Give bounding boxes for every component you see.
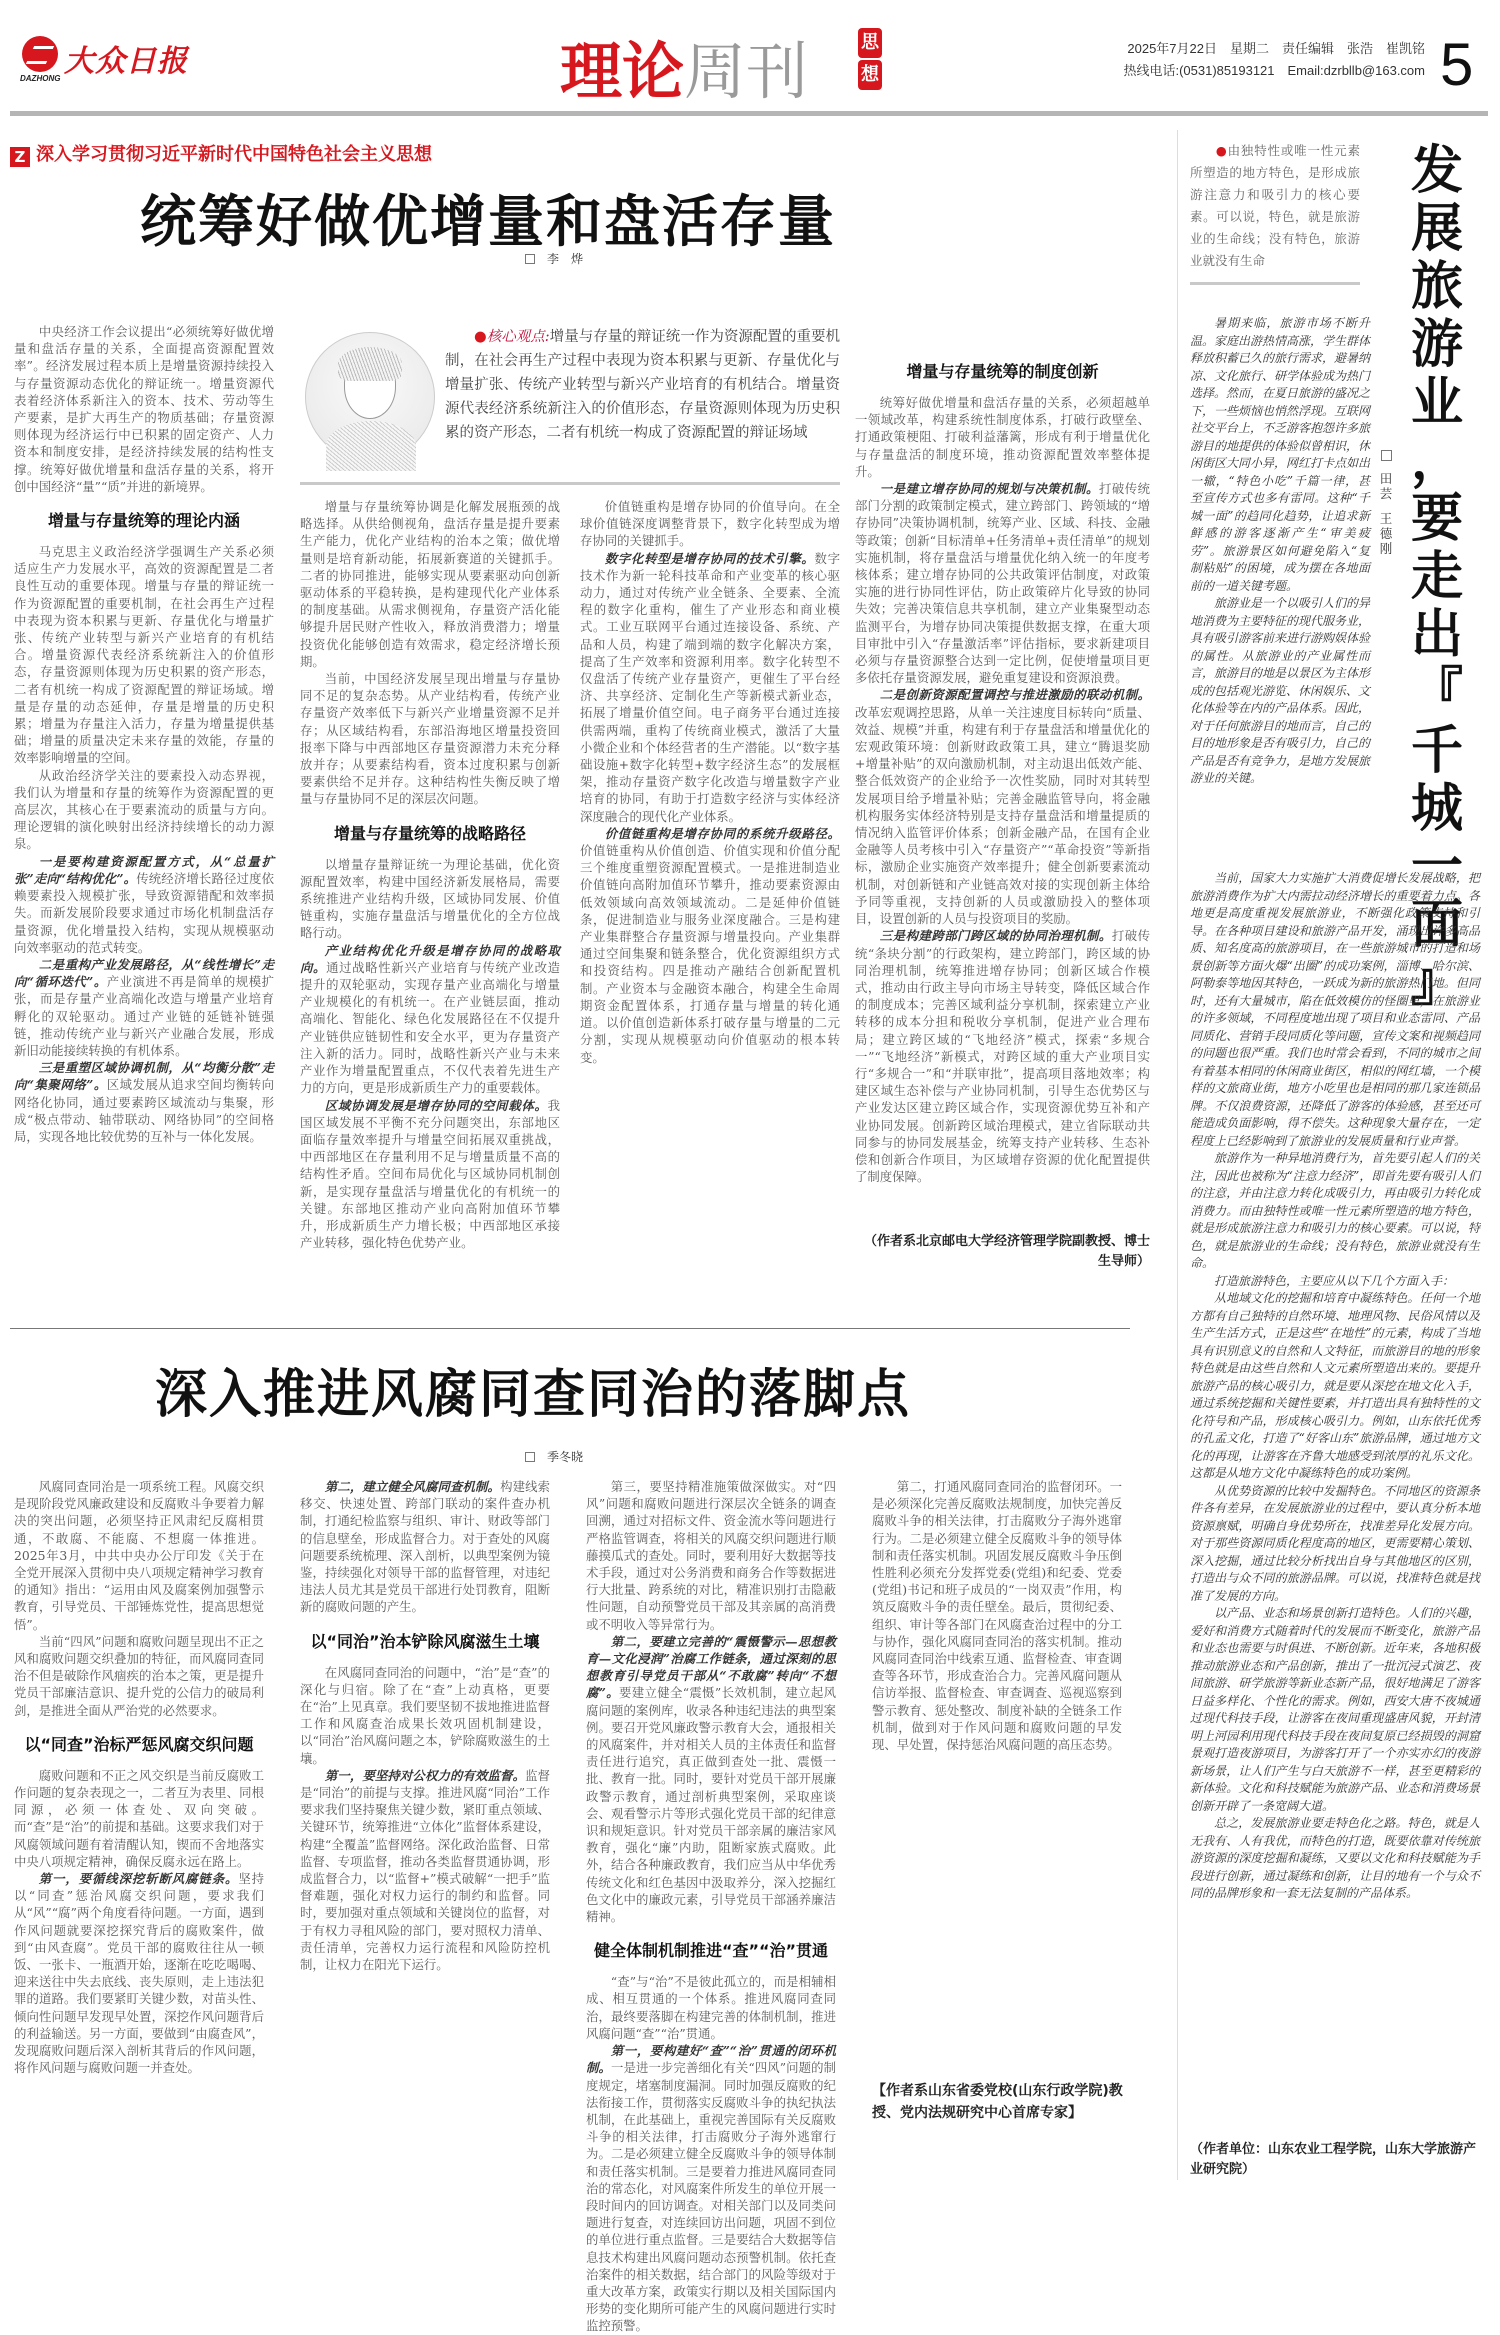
paragraph: 二是创新资源配置调控与推进激励的联动机制。改革宏观调控思路，从单一关注速度目标转向“质量、效益、规模”并重，构建有利于存量盘活和增量优化的宏观政策环境：创新财政政策工具，建立“腾退奖励+增量补贴”的双向激励机制，对主动退出低效产能、整合低效资产的企业给予一次性奖励，同时对其转型发展项目给予增量补贴；完善金融监管导向，将金融机构服务实体经济特别是支持存量盘活和增量提质的情况纳入监管评价体系；创新金融产品，在国有企业金融等人员考核中引入“存量资产”“革命投资”等新指标，激励企业实施资产效率提升；健全创新要素流动机制，对创新链和产业链高效对接的实现创新主体给予同等重视，支持创新的人员或激励投入的整体项目，设置创新的人员与投资项目的奖励。	[855, 687, 1150, 927]
article2-column	[14, 1478, 264, 2168]
section-tag	[10, 140, 432, 167]
paragraph: 旅游作为一种异地消费行为，首先要引起人们的关注，因此也被称为“注意力经济”，即首先要有吸引人们的注意，并由注意力转化成吸引力，再由吸引力转化成消费力。而由独特性或唯一性元素所塑造的地方特色，就是形成旅游注意力和吸引力的核心要素。可以说，特色，就是旅游业的生命线；没有特色，旅游业就没有生命。	[1190, 1151, 1480, 1270]
contact-line: 热线电话:(0531)85193121 Email:dzrbllb@163.com	[1123, 63, 1425, 78]
article2-byline	[525, 1448, 583, 1465]
lead-phrase: 第一，要循线深挖斩断风腐链条。	[38, 1871, 239, 1887]
lead-phrase: 二是重构产业发展路径，从“线性增长”走向“循环迭代”。	[14, 956, 274, 990]
byline-box-icon	[1381, 450, 1392, 461]
article1-column	[14, 323, 274, 1263]
paragraph: 增量与存量统筹协调是化解发展瓶颈的战略选择。从供给侧视角，盘活存量是提升要素生产能力，优化产业结构的治本之策；做优增量则是培育新动能，拓展新赛道的关键抓手。二者的协同推进，能够实现从要素驱动向创新驱动体系的平稳转换，是构建现代化产业体系的制度基础。从需求侧视角，存量资产活化能够提升居民财产性收入，释放消费潜力；增量投资优化能够创造有效需求，稳定经济增长预期。	[300, 499, 560, 669]
article1-byline	[525, 250, 583, 267]
column-separator	[1177, 130, 1178, 2180]
lead-phrase: 一是要构建资源配置方式，从“总量扩张”走向“结构优化”。	[14, 853, 274, 886]
paragraph: “查”与“治”不是彼此孤立的，而是相辅相成、相互贯通的一个体系。推进风腐同查同治，最终要落脚在构建完善的体制机制，推进风腐问题“查”“治”贯通。	[586, 1974, 836, 2041]
badge-char: 想	[858, 60, 882, 90]
paragraph: 中央经济工作会议提出“必须统筹好做优增量和盘活存量的关系，全面提高资源配置效率”。经济发展过程本质上是增量资源持续投入与存量资源动态优化的辩证统一。增量资源代表着经济体系新注入的资本、技术、劳动等生产要素，是扩大再生产的物质基础；存量资源则体现为经济运行中已积累的固定资产、人力资本和制度安排，是经济持续发展的结构性支撑。统筹好做优增量和盘活存量的关系，将开创中国经济“量”“质”并进的新境界。	[14, 324, 274, 494]
lead-phrase: 一是建立增存协同的规划与决策机制。	[879, 481, 1099, 497]
core-text: 增量与存量的辩证统一作为资源配置的重要机制，在社会再生产过程中表现为资本积累与更新、存量优化与增量扩张、传统产业转型与新兴产业培育的有机结合。增量资源代表经济系统新注入的价值形态，存量资源则体现为历史积累的资产形态，二者有机统一构成了资源配置的辩证场域	[445, 329, 841, 441]
article1-column	[580, 498, 840, 1298]
paragraph: 区域协调发展是增存协同的空间载体。我国区域发展不平衡不充分问题突出，东部地区面临存量效率提升与增量空间拓展双重挑战，中西部地区在存量利用不足与增量质量不高的结构性矛盾。空间布局优化与区域协同机制创新，是实现存量盘活与增量优化的有机统一的关键。东部地区推动产业向高附加值环节攀升，形成新质生产力增长极；中西部地区承接产业转移，强化特色优势产业。	[300, 1097, 560, 1251]
article3-column	[1190, 315, 1370, 875]
title-gray: 周刊	[684, 35, 809, 108]
article1-column	[855, 320, 1150, 1230]
paragraph: 总之，发展旅游业要走特色化之路。特色，就是人无我有、人有我优，而特色的打造，既要依靠对传统旅游资源的深度挖掘和凝练，又要以文化和科技赋能为手段进行创新，通过凝练和创新，让目的地有一个与众不同的品牌形象和一套无法复制的产品体系。	[1190, 1816, 1480, 1900]
paragraph: 马克思主义政治经济学强调生产关系必须适应生产力发展水平，高效的资源配置是二者良性互动的重要体现。增量与存量的辩证统一作为资源配置的重要机制，在社会再生产过程中表现为资本积累与更新、存量优化与增量扩张、传统产业转型与新兴产业培育的有机结合。增量资源代表经济系统新注入的价值形态，存量资源则体现为历史积累的资产形态，二者有机统一构成了资源配置的辩证场域。增量是存量的动态延伸，存量是增量的历史积累；增量为存量注入活力，存量为增量提供基础；增量的质量决定未来存量的效能，存量的效率影响增量的空间。	[14, 544, 274, 766]
article1-author-note: （作者系北京邮电大学经济管理学院副教授、博士生导师）	[863, 1234, 1150, 1269]
paragraph: 旅游业是一个以吸引人们的异地消费为主要特征的现代服务业，具有吸引游客前来进行游购娱体验的属性。从旅游业的产业属性而言，旅游目的地是以景区为主体形成的包括观光游览、休闲娱乐、文化体验等在内的产品体系。因此，对于任何旅游目的地而言，自己的目的地形象是否有吸引力，自己的产品是否有竞争力，是地方发展旅游业的关键。	[1190, 596, 1371, 785]
article2-headline: 深入推进风腐同查同治的落脚点	[155, 1365, 912, 1425]
page-number: 5	[1440, 31, 1474, 98]
title-red: 理论	[560, 35, 685, 108]
paragraph: 从政治经济学关注的要素投入动态界视，我们认为增量和存量的统筹作为资源配置的更高层次，其核心在于要素流动的质量与方向。理论逻辑的演化映射出经济持续增长的动力源泉。	[14, 767, 274, 852]
lead-phrase: 三是构建跨部门跨区域的协同治理机制。	[879, 928, 1112, 944]
author-portrait	[305, 332, 435, 462]
lead-phrase: 第一，要构建好“查”“治”贯通的闭环机制。	[586, 2043, 836, 2076]
bullet-dot-icon: ●	[474, 329, 487, 345]
z-icon: Z	[10, 147, 30, 167]
lead-phrase: 第二，建立健全风腐同查机制。	[324, 1479, 501, 1494]
lead-phrase: 区域协调发展是增存协同的空间载体。	[324, 1097, 548, 1113]
paragraph: 统筹好做优增量和盘活存量的关系，必须超越单一领域改革，构建系统性制度体系，打破行政壁垒、打通政策梗阻、打破利益藩篱，形成有利于增量优化与存量盘活的制度环境，推动资源配置效率整体提升。	[855, 395, 1150, 479]
lead-phrase: 二是创新资源配置调控与推进激励的联动机制。	[879, 687, 1150, 703]
paragraph: 第一，要构建好“查”“治”贯通的闭环机制。一是进一步完善细化有关“四风”问题的制度规定，堵塞制度漏洞。同时加强反腐败的纪法衔接工作，贯彻落实反腐败斗争的执纪执法机制，在此基础上，重视完善国际有关反腐败斗争的相关法律，打击腐败分子海外逃窜行为。二是必须建立健全反腐败斗争的领导体制和责任落实机制。三是要着力推进风腐同查同治的常态化，对风腐案件所发生的单位开展一段时间内的回访调查。对相关部门以及同类问题进行复查，对连续回访出问题，巩固不到位的单位进行重点监督。三是要结合大数据等信息技术构建出风腐问题动态预警机制。依托查治案件的相关数据，结合部门的风险等级对于重大改革方案，政策实行期以及相关国际国内形势的变化期所可能产生的风腐问题进行实时监控预警。	[586, 2043, 837, 2334]
lead-phrase: 价值链重构是增存协同的系统升级路径。	[604, 825, 840, 841]
paragraph: 三是构建跨部门跨区域的协同治理机制。打破传统“条块分割”的行政架构，建立跨部门，跨区域的协同治理机制，统筹推进增存协同；创新区域合作模式，推动由行政主导向市场主导转变，降低区域合作的制度成本；完善区域利益分享机制，探索建立产业转移的成本分担和税收分享机制，促进产业合理布局；建立跨区域的“飞地经济”模式，探索“多规合一”“飞地经济”新模式，对跨区域的重大产业项目实行“多规合一”和“并联审批”，提高项目落地效率；构建区域生态补偿与产业协同机制，引导生态优势区与产业发达区建立跨区域合作，实现资源优势互补和产业协同发展。创新跨区域治理模式，建立省际联动共同参与的协同发展基金，统筹支持产业转移、生态补偿和创新合作项目，为区域增存资源的优化配置提供了制度保障。	[855, 928, 1150, 1185]
article3-headline: 发 展 旅 游 业 ， 要 走 出 『 千 城 一 面 』	[1410, 140, 1463, 1013]
article2-column	[872, 1478, 1122, 2073]
subheading: 增量与存量统筹的理论内涵	[47, 511, 240, 531]
subheading: 以“同查”治标严惩风腐交织问题	[24, 1734, 254, 1754]
byline-box-icon	[525, 1452, 535, 1462]
author-name: 田 芸	[1379, 471, 1393, 501]
article1-headline: 统筹好做优增量和盘活存量	[140, 190, 836, 255]
bullet-dot-icon: ●	[1215, 143, 1228, 158]
paragraph: 第二，打通风腐同查同治的监督闭环。一是必须深化完善反腐败法规制度，加快完善反腐败斗争的相关法律，打击腐败分子海外逃窜行为。二是必须建立健全反腐败斗争的领导体制和责任落实机制。巩固发展反腐败斗争压倒性胜利必须充分发挥党委(党组)和纪委、党委(党组)书记和班子成员的“一岗双责”作用，构筑反腐败斗争的责任壁垒。最后，贯彻纪委、组织、审计等各部门在风腐查治过程中的分工与协作，强化风腐同查同治的落实机制。推动风腐同查同治中线索互通、监督检查、审查调查等各环节，形成查治合力。完善风腐问题从信访举报、监督检查、审查调查、巡视巡察到警示教育、惩处整改、制度补缺的全链条工作机制，做到对于作风问题和腐败问题的早发现、早处置，保持惩治风腐问题的高压态势。	[872, 1479, 1122, 1753]
article-divider	[10, 1328, 1130, 1329]
paragraph: 腐败问题和不正之风交织是当前反腐败工作问题的复杂表现之一，二者互为表里、同根同源，必须一体查处、双向突破。而“查”是“治”的前提和基础。这要求我们对于风腐领域问题有着清醒认知，锲而不舍地落实中央八项规定精神，确保反腐永远在路上。	[14, 1767, 264, 1869]
page-title	[560, 22, 808, 111]
paragraph: 价值链重构是增存协同的价值导向。在全球价值链深度调整背景下，数字化转型成为增存协同的关键抓手。	[580, 499, 840, 549]
subheading: 增量与存量统筹的战略路径	[333, 823, 526, 843]
author-name: 季冬晓	[547, 1450, 584, 1464]
paragraph: 数字化转型是增存协同的技术引擎。数字技术作为新一轮科技革命和产业变革的核心驱动力，通过对传统产业全链条、全要素、全流程的数字化重构，催生了产业形态和商业模式。工业互联网平台通过连接设备、系统、产品和人员，构建了端到端的数字化解决方案，提高了生产效率和资源利用率。数字化转型不仅盘活了传统产业存量资产，更催生了平台经济、共享经济、定制化生产等新模式新业态，拓展了增量价值空间。电子商务平台通过连接供需两端，重构了传统商业模式，激活了大量小微企业和个体经营者的生产潜能。以“数字基础设施+数字化转型+数字经济生态”的发展框架，推动存量资产数字化改造与增量数字产业培育的协同，有助于打造数字经济与实体经济深度融合的现代化产业体系。	[580, 550, 841, 824]
paragraph: 第二，要建立完善的“震慑警示—思想教育—文化浸润”治腐工作链条，通过深刻的思想教育引导党员干部从“不敢腐”转向“不想腐”。要建立健全“震慑”长效机制，建立起风腐问题的案例库，收录各种违纪违法的典型案例。要召开党风廉政警示教育大会，通报相关的风腐案件，并对相关人员的主体责任和监督责任进行追究，真正做到查处一批、震慑一批、教育一批。同时，要针对党员干部开展廉政警示教育，通过剖析典型案例，采取座谈会、观看警示片等形式强化党员干部的纪律意识和规矩意识。针对党员干部亲属的廉洁家风教育，强化“廉”内助，阻断家族式腐败。此外，结合各种廉政教育，我们应当从中华优秀传统文化和红色基因中汲取养分，深入挖掘红色文化中的廉政元素，引导党员干部涵养廉洁精神。	[586, 1633, 836, 1925]
paragraph: 第三，要坚持精准施策做深做实。对“四风”问题和腐败问题进行深层次全链条的调查回溯，通过对招标文件、资金流水等问题进行严格监管调查，将相关的风腐交织问题进行顺藤摸瓜式的查处。同时，要利用好大数据等技术手段，通过对公务消费和商务合作等数据进行大批量、跨系统的对比，精准识别打击隐蔽性问题，自动预警党员干部及其亲属的高消费或不明收入等异常行为。	[586, 1479, 836, 1632]
logo-chinese: 大众日报	[64, 44, 188, 79]
lead-phrase: 第二，要建立完善的“震慑警示—思想教育—文化浸润”治腐工作链条，通过深刻的思想教育引导党员干部从“不敢腐”转向“不想腐”。	[586, 1633, 836, 1701]
byline-box-icon	[525, 254, 535, 264]
paragraph: 风腐同查同治是一项系统工程。风腐交织是现阶段党风廉政建设和反腐败斗争要着力解决的突出问题，必须坚持正风肃纪反腐相贯通，不敢腐、不能腐、不想腐一体推进。2025年3月，中共中央办公厅印发《关于在全党开展深入贯彻中央八项规定精神学习教育的通知》指出：“运用由风及腐案例加强警示教育，引导党员、干部锤炼党性，提高思想觉悟”。	[14, 1479, 264, 1632]
section-badge	[858, 28, 882, 92]
paragraph: 第二，建立健全风腐同查机制。构建线索移交、快速处置、跨部门联动的案件查办机制，打通纪检监察与组织、审计、财政等部门的信息壁垒，形成监督合力。对于查处的风腐问题要系统梳理、深入剖析，以典型案例为镜鉴，持续强化对领导干部的监督管理，对违纪违法人员尤其是党员干部进行处罚教育，阻断新的腐败问题的产生。	[300, 1479, 551, 1615]
paragraph: 从优势资源的比较中发掘特色。不同地区的资源条件各有差异，在发展旅游业的过程中，要认真分析本地资源禀赋，明确自身优势所在，找准差异化发展方向。对于那些资源同质化程度高的地区，更需要精心策划、深入挖掘，通过比较分析找出自身与其他地区的区别，打造出与众不同的旅游品牌。可以说，找准特色就是找准了发展的方向。	[1190, 1483, 1480, 1603]
paragraph: 当前，国家大力实施扩大消费促增长发展战略，把旅游消费作为扩大内需拉动经济增长的重要着力点。各地更是高度重视发展旅游业，不断强化政策支持和引导。在各种项目建设和旅游产品开发，涌现出许多高品质、知名度高的旅游项目，在一些旅游城市的打造和场景创新等方面火爆“出圈”的成功案例，淄博、哈尔滨、阿勒泰等地因其特色，一跃成为新的旅游热门地。但同时，还有大量城市，陷在低效模仿的怪圈里，在旅游业的许多领域，不同程度地出现了项目和业态雷同、产品同质化、营销手段同质化等问题，宣传文案和视频趋同的问题也很严重。我们也时常会看到，不同的城市之间有着基本相同的休闲商业街区，相似的网红墙，一个模样的文旅商业街，地方小吃里也是相同的那几家连锁品牌。不仅浪费资源，还降低了游客的体验感，甚至还可能造成负面影响，得不偿失。这种现象大量存在，一定程度上已经影响到了旅游业的发展质量和行业声誉。	[1190, 871, 1480, 1148]
lead-phrase: 第一，要坚持对公权力的有效监督。	[324, 1767, 526, 1783]
article3-byline	[1377, 450, 1395, 556]
core-divider	[300, 482, 840, 485]
paragraph: 第一，要循线深挖斩断风腐链条。坚持以“同查”惩治风腐交织问题，要求我们从“风”“腐”两个角度看待问题。一方面，遇到作风问题就要深挖探究背后的腐败案件，做到“由风查腐”。党员干部的腐败往往从一顿饭、一张卡、一瓶酒开始，逐渐在吃吃喝喝、迎来送往中失去底线、丧失原则，走上违法犯罪的道路。我们要紧盯关键少数，对苗头性、倾向性问题早发现早处置，深挖作风问题背后的利益输送。另一方面，要做到“由腐查风”，发现腐败问题后深入剖析其背后的作风问题，将作风问题与腐败问题一并查处。	[14, 1871, 265, 2076]
section-tag-label: 深入学习贯彻习近平新时代中国特色社会主义思想	[36, 144, 432, 165]
newspaper-logo	[20, 30, 188, 83]
article2-author-note: 【作者系山东省委党校(山东行政学院)教授、党内法规研究中心首席专家】	[872, 2083, 1123, 2121]
core-label: 核心观点:	[486, 329, 550, 345]
core-divider	[1190, 282, 1360, 285]
paragraph: 一是要构建资源配置方式，从“总量扩张”走向“结构优化”。传统经济增长路径过度依赖要素投入规模扩张，导致资源错配和效率损失。而新发展阶段要求通过市场化机制盘活存量资源，优化增量投入结构，实现从规模驱动向效率驱动的范式转变。	[14, 853, 275, 955]
author-name: 王 德 刚	[1379, 511, 1393, 556]
paragraph: 二是重构产业发展路径，从“线性增长”走向“循环迭代”。产业演进不再是简单的规模扩张，而是存量产业高端化改造与增量产业培育孵化的双轮驱动。通过产业链的延链补链强链，推动传统产业与新兴产业融合发展，形成新旧动能接续转换的有机体系。	[14, 956, 274, 1058]
logo-emblem-icon	[22, 36, 58, 72]
subheading: 增量与存量统筹的制度创新	[906, 362, 1099, 381]
subheading: 以“同治”治本铲除风腐滋生土壤	[310, 1631, 540, 1651]
article3-core-viewpoint: ●由独特性或唯一性元素所塑造的地方特色，是形成旅游注意力和吸引力的核心要素。可以说，特色，就是旅游业的生命线；没有特色，旅游业就没有生命	[1190, 143, 1360, 268]
paragraph: 三是重塑区域协调机制，从“均衡分散”走向“集聚网络”。区域发展从追求空间均衡转向网络化协同，通过要素跨区域流动与集聚，形成“极点带动、轴带联动、网络协同”的空间格局，实现各地比较优势的互补与一体化发展。	[14, 1060, 274, 1144]
date-line: 2025年7月22日 星期二 责任编辑 张浩 崔凯铭	[1127, 41, 1425, 56]
paragraph: 产业结构优化升级是增存协同的战略取向。通过战略性新兴产业培育与传统产业改造提升的双轮驱动，实现存量产业高端化与增量产业规模化的有机统一。在产业链层面，推动高端化、智能化、绿色化发展路径在不仅提升产业链供应链韧性和安全水平，更为存量资产注入新的活力。同时，战略性新兴产业与未来产业作为增量配置重点，不仅代表着先进生产力的方向，更是形成新质生产力的重要载体。	[300, 942, 561, 1096]
paragraph: 一是建立增存协同的规划与决策机制。打破传统部门分割的政策制定模式，建立跨部门、跨领域的“增存协同”决策协调机制，统筹产业、区域、科技、金融等政策；创新“目标清单+任务清单+责任清单”的规划实施机制，将存量盘活与增量优化纳入统一的年度考核体系；建立增存协同的公共政策评估制度，对政策实施的进行协同性评估，防止政策碎片化导致的协同失效；完善决策信息共享机制，建立产业集聚型动态监测平台，为增存协同决策提供数据支撑，在重大项目审批中引入“存量激活率”评估指标，要求新建项目必须与存量资源整合达到一定比例，促使增量项目更多依托存量资源发展，避免重复建设和资源浪费。	[855, 481, 1150, 686]
issue-meta	[980, 38, 1480, 82]
paragraph: 当前“四风”问题和腐败问题呈现出不正之风和腐败问题交织叠加的特征，而风腐同查同治不但是破除作风痼疾的治本之策，更是提升党员干部廉洁意识、提升党的公信力的破局利剑，是推进全面从严治党的必然要求。	[14, 1633, 264, 1718]
lead-phrase: 三是重塑区域协调机制，从“均衡分散”走向“集聚网络”。	[14, 1060, 274, 1093]
masthead-divider	[10, 111, 1488, 116]
paragraph: 当前，中国经济发展呈现出增量与存量协同不足的复杂态势。从产业结构看，传统产业存量资产效率低下与新兴产业增量资源不足并存；从区域结构看，东部沿海地区增量投资回报率下降与中西部地区存量资源潜力未充分释放并存；从要素结构看，资本过度积累与创新要素供给不足并存。这种结构性失衡反映了增量与存量协同不足的深层次问题。	[300, 671, 560, 807]
logo-english: DAZHONG	[20, 74, 61, 83]
paragraph: 以增量存量辩证统一为理论基础，优化资源配置效率，构建中国经济新发展格局，需要系统推进产业结构升级，区域协同发展、价值链重构，实施存量盘活与增量优化的全方位战略行动。	[300, 856, 560, 941]
paragraph: 第一，要坚持对公权力的有效监督。监督是“同治”的前提与支撑。推进风腐“同治”工作要求我们坚持聚焦关键少数，紧盯重点领域、关键环节，统筹推进“立体化”监督体系建设，构建“全覆盖”监督网络。深化政治监督、日常监督、专项监督，推动各类监督贯通协调，形成监督合力，以“监督+”模式破解“一把手”监督难题，强化对权力运行的制约和监督。同时，要加强对重点领域和关键岗位的监督，对于有权力寻租风险的部门，要对照权力清单、责任清单，完善权力运行流程和风险防控机制，让权力在阳光下运行。	[300, 1767, 551, 1973]
subheading: 健全体制机制推进“查”“治”贯通	[593, 1941, 829, 1961]
article2-column	[300, 1478, 550, 2168]
badge-char: 思	[858, 28, 882, 58]
article1-column	[300, 498, 560, 1298]
lead-phrase: 数字化转型是增存协同的技术引擎。	[604, 550, 815, 566]
paragraph: 从地域文化的挖掘和培育中凝练特色。任何一个地方都有自己独特的自然环境、地理风物、民俗风情以及生产生活方式，正是这些“在地性”的元素，构成了当地具有识别意义的自然和人文特征，而旅游目的地的形象特色就是由这些自然和人文元素所塑造出来的。要提升旅游产品的核心吸引力，就是要从深挖在地文化入手，通过系统挖掘和关键性要素，并打造出具有独特性的文化符号和产品，形成核心吸引力。例如，山东依托优秀的孔孟文化，打造了“好客山东”旅游品牌，通过地方文化的再现，让游客在齐鲁大地感受到浓厚的礼乐文化。这都是从地方文化中凝练特色的成功案例。	[1190, 1291, 1480, 1480]
paragraph: 打造旅游特色，主要应从以下几个方面入手：	[1214, 1273, 1455, 1288]
paragraph: 暑期来临，旅游市场不断升温。家庭出游热情高涨，学生群体释放积蓄已久的旅行需求，避暑纳凉、文化旅行、研学体验成为热门选择。然而，在夏日旅游的盛况之下，一些烦恼也悄然浮现。互联网社交平台上，不乏游客抱怨许多旅游目的地提供的体验似曾相识，休闲街区大同小异，网红打卡点如出一辙，“特色小吃”千篇一律，甚至宣传方式也多有雷同。这种“千城一面”的趋同化趋势，让追求新鲜感的游客逐渐产生“审美疲劳”。旅游景区如何避免陷入“复制粘贴”的困境，成为摆在各地面前的一道关键考题。	[1190, 316, 1371, 593]
author-name: 李 烨	[547, 252, 584, 266]
lead-phrase: 产业结构优化升级是增存协同的战略取向。	[300, 942, 560, 975]
paragraph: 在风腐同查同治的问题中，“治”是“查”的深化与归宿。除了在“查”上动真格，更要在“治”上见真章。我们要坚韧不拔地推进监督工作和风腐查治成果长效巩固机制建设，以“同治”治风腐问题之本，铲除腐败滋生的土壤。	[300, 1664, 550, 1766]
article2-column	[586, 1478, 837, 2334]
article3-column	[1190, 870, 1480, 2135]
paragraph: 价值链重构是增存协同的系统升级路径。价值链重构从价值创造、价值实现和价值分配三个维度重塑资源配置模式。一是推进制造业价值链向高附加值环节攀升，推动要素资源由低效领域向高效领域流动。二是延伸价值链条，促进制造业与服务业深度融合。三是构建产业集群整合存量资源与增量投向。产业集群通过空间集聚和链条整合，优化资源组织方式和投资结构。四是推动产融结合创新配置机制。产业资本与金融资本融合，构建全生命周期资金配置体系，打通存量与增量的转化通道。以价值创造新体系打破存量与增量的二元分割，实现从规模驱动向价值驱动的根本转变。	[580, 825, 840, 1065]
core-viewpoint	[445, 325, 840, 445]
paragraph: 以产品、业态和场景创新打造特色。人们的兴趣，爱好和消费方式随着时代的发展而不断变化，旅游产品和业态也需要与时俱进、不断创新。近年来，各地积极推动旅游业态和产品创新，推出了一批沉浸式演艺、夜间旅游、研学旅游等新业态新产品，很好地满足了游客日益多样化、个性化的需求。例如，西安大唐不夜城通过现代科技手段，让游客在夜间重现盛唐风貌，开封清明上河园利用现代科技手段在夜间复原已经损毁的洞窟景观打造夜游项目，为游客打开了一个亦实亦幻的夜游新场景，让人们产生与白天旅游不一样，甚至更精彩的新体验。文化和科技赋能为旅游产品、业态和消费场景创新开辟了一条宽阔大道。	[1190, 1606, 1480, 1813]
article3-author-note: （作者单位：山东农业工程学院，山东大学旅游产业研究院）	[1190, 2142, 1477, 2177]
